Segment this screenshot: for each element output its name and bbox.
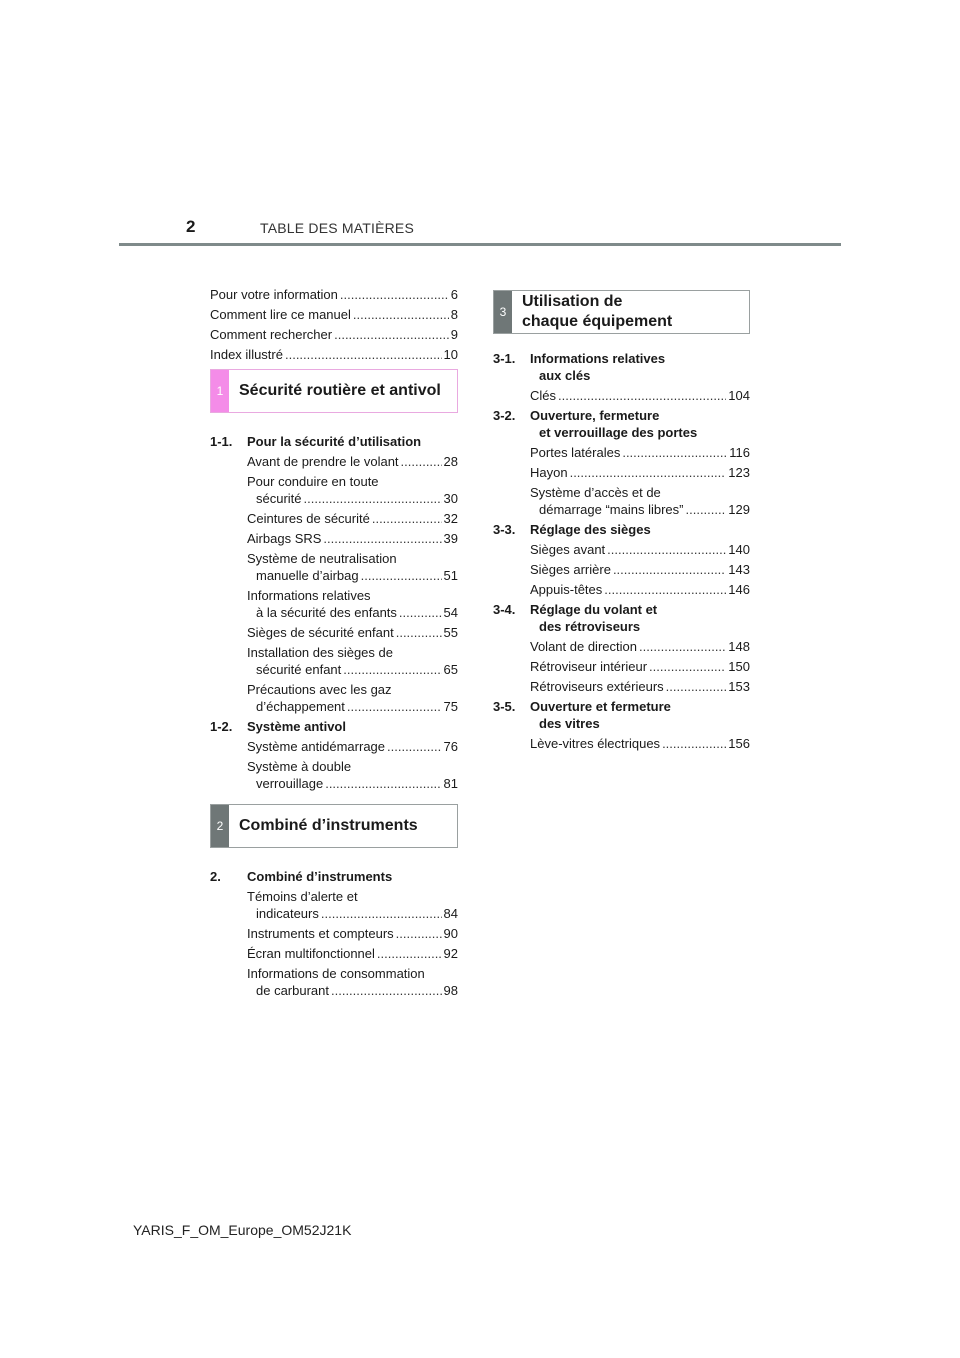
toc-entry[interactable] [247,624,458,641]
leader-dots [361,567,442,584]
leader-dots [558,387,726,404]
toc-entry-label: Écran multifonctionnel [247,946,375,961]
leader-dots [666,678,727,695]
chapter-title: Combiné d’instruments [247,869,393,884]
chapter-heading[interactable] [493,521,750,538]
toc-entry-label: Rétroviseurs extérieurs [530,679,664,694]
toc-entry-label-continued: verrouillage [256,776,324,791]
toc-entry[interactable] [530,581,750,598]
section-title [229,370,441,412]
toc-entry[interactable] [530,658,750,675]
leader-dots [607,541,726,558]
toc-entry-label-continued: à la sécurité des enfants [256,605,397,620]
front-matter-list [210,286,458,363]
chapter-title-continued: et verrouillage des portes [539,425,698,440]
header-divider [119,243,841,246]
toc-entry-page: 150 [728,659,750,674]
chapter-title: Ouverture et fermeture [530,699,671,714]
leader-dots [340,286,449,303]
toc-entry-page: 10 [443,347,458,362]
toc-entry-label: Comment rechercher [210,327,333,342]
toc-entry-page: 148 [728,639,750,654]
toc-entry[interactable] [247,681,458,715]
section-title-line1: Utilisation de [522,293,623,310]
toc-entry-label: Rétroviseur intérieur [530,659,648,674]
chapter-title-continued: aux clés [539,368,591,383]
toc-entry-label: Instruments et compteurs [247,926,394,941]
toc-entry-label: Ceintures de sécurité [247,511,370,526]
toc-entry-page: 116 [729,445,750,460]
toc-entry-page: 54 [443,605,458,620]
toc-entry-label: Hayon [530,465,568,480]
toc-entry-label: Portes latérales [530,445,621,460]
document-code: YARIS_F_OM_Europe_OM52J21K [133,1222,352,1238]
toc-entry-label: Avant de prendre le volant [247,454,399,469]
toc-entry-page: 156 [728,736,750,751]
chapter-number: 3-1. [493,351,516,366]
leader-dots [639,638,726,655]
chapter-title: Pour la sécurité d’utilisation [247,434,422,449]
leader-dots [396,624,442,641]
toc-entry[interactable] [530,387,750,404]
toc-entry-label: Pour conduire en toute [247,474,379,489]
toc-entry[interactable] [530,484,750,518]
leader-dots [347,698,442,715]
page-number: 2 [186,217,196,236]
toc-entry-page: 51 [443,568,458,583]
toc-entry[interactable] [247,550,458,584]
chapter-title: Réglage du volant et [530,602,658,617]
toc-entry-page: 123 [728,465,750,480]
toc-entry[interactable] [530,735,750,752]
toc-entry-label: Système antidémarrage [247,739,386,754]
section-tab-number: 1 [211,370,229,412]
toc-entry-page: 30 [443,491,458,506]
section-header-2[interactable] [210,804,458,848]
toc-entry[interactable] [210,326,458,343]
chapter-heading[interactable] [493,407,750,441]
leader-dots [323,530,441,547]
toc-entry-page: 84 [443,906,458,921]
toc-entry[interactable] [530,464,750,481]
toc-entry-label: Lève-vitres électriques [530,736,661,751]
toc-entry[interactable] [247,587,458,621]
chapter-title: Réglage des sièges [530,522,651,537]
chapter-number: 1-2. [210,719,233,734]
section-tab-number: 2 [211,805,229,847]
toc-entry[interactable] [210,306,458,323]
toc-entry-page: 98 [443,983,458,998]
toc-entry-label: Système de neutralisation [247,551,397,566]
leader-dots [387,738,442,755]
toc-entry-label-continued: de carburant [256,983,329,998]
section-header-3[interactable] [493,290,750,334]
toc-entry-label: Comment lire ce manuel [210,307,351,322]
toc-entry[interactable] [247,530,458,547]
leader-dots [377,945,442,962]
leader-dots [396,925,442,942]
leader-dots [372,510,442,527]
toc-entry[interactable] [247,473,458,507]
chapter-heading[interactable] [210,433,458,450]
page-title: TABLE DES MATIÈRES [260,220,415,236]
leader-dots [604,581,726,598]
leader-dots [686,501,727,518]
leader-dots [353,306,449,323]
chapter-heading[interactable] [493,350,750,384]
toc-entry-label: Informations relatives [247,588,371,603]
toc-entry-page: 8 [450,307,458,322]
chapter-title: Système antivol [247,719,346,734]
toc-entry[interactable] [247,738,458,755]
toc-entry-page: 129 [728,502,750,517]
chapter-title-continued: des vitres [539,716,600,731]
chapter-number: 3-2. [493,408,516,423]
section-title-line2: chaque équipement [522,313,673,330]
leader-dots [331,982,442,999]
chapter-title: Informations relatives [530,351,666,366]
leader-dots [343,661,441,678]
toc-entry[interactable] [530,561,750,578]
leader-dots [613,561,726,578]
toc-entry-label: Informations de consommation [247,966,425,981]
toc-entry-label: Airbags SRS [247,531,322,546]
toc-entry-page: 104 [728,388,750,403]
toc-entry-page: 140 [728,542,750,557]
toc-entry[interactable] [247,945,458,962]
chapter-number: 3-5. [493,699,516,714]
toc-entry-label: Sièges de sécurité enfant [247,625,394,640]
toc-entry[interactable] [530,638,750,655]
toc-entry-label: Pour votre information [210,287,338,302]
toc-entry-label: Index illustré [210,347,283,362]
toc-entry[interactable] [210,346,458,363]
toc-entry[interactable] [247,888,458,922]
toc-entry-page: 55 [443,625,458,640]
toc-entry[interactable] [247,453,458,470]
leader-dots [334,326,449,343]
toc-entry-page: 39 [443,531,458,546]
toc-entry[interactable] [247,925,458,942]
chapter-number: 3-3. [493,522,516,537]
section-title-text: Combiné d’instruments [239,817,418,834]
toc-entry-label: Système d’accès et de [530,485,661,500]
toc-entry-label-continued: d’échappement [256,699,345,714]
toc-entry-page: 92 [443,946,458,961]
toc-entry-label: Sièges arrière [530,562,611,577]
section-title-text: Sécurité routière et antivol [239,382,441,399]
toc-entry-label: Installation des sièges de [247,645,393,660]
toc-right-column [493,290,750,755]
chapter-heading[interactable] [210,868,458,885]
toc-entry[interactable] [247,758,458,792]
chapter-number: 3-4. [493,602,516,617]
toc-entry[interactable] [247,965,458,999]
toc-entry-label: Appuis-têtes [530,582,603,597]
toc-entry-label: Clés [530,388,557,403]
toc-entry-label-continued: manuelle d’airbag [256,568,359,583]
leader-dots [622,444,727,461]
leader-dots [321,905,442,922]
toc-entry[interactable] [247,644,458,678]
toc-entry-label: Sièges avant [530,542,606,557]
toc-entry-label: Témoins d’alerte et [247,889,358,904]
toc-entry-page: 76 [443,739,458,754]
chapter-number: 1-1. [210,434,233,449]
toc-entry[interactable] [210,286,458,303]
section-tab-number: 3 [494,291,512,333]
toc-entry-label-continued: sécurité [256,491,302,506]
chapter-heading[interactable] [493,601,750,635]
toc-entry-page: 153 [728,679,750,694]
toc-entry-label: Précautions avec les gaz [247,682,392,697]
chapter-number: 2. [210,869,221,884]
toc-entry[interactable] [530,541,750,558]
leader-dots [399,604,442,621]
toc-entry-page: 81 [443,776,458,791]
toc-entry[interactable] [530,444,750,461]
toc-left-column [210,286,458,1002]
toc-entry-page: 90 [443,926,458,941]
toc-entry-page: 9 [450,327,458,342]
leader-dots [325,775,441,792]
toc-entry[interactable] [247,510,458,527]
toc-entry-label-continued: indicateurs [256,906,319,921]
toc-entry-page: 6 [450,287,458,302]
leader-dots [304,490,442,507]
toc-entry-page: 28 [443,454,458,469]
section-title [512,291,672,333]
chapter-title-continued: des rétroviseurs [539,619,641,634]
toc-entry-page: 65 [443,662,458,677]
leader-dots [570,464,727,481]
toc-entry-page: 75 [443,699,458,714]
leader-dots [649,658,726,675]
toc-entry-label-continued: sécurité enfant [256,662,342,677]
section-header-1[interactable] [210,369,458,413]
leader-dots [285,346,442,363]
chapter-heading[interactable] [493,698,750,732]
toc-entry-page: 143 [728,562,750,577]
toc-entry-page: 32 [443,511,458,526]
leader-dots [662,735,726,752]
chapter-heading[interactable] [210,718,458,735]
section-title [229,805,418,847]
toc-entry[interactable] [530,678,750,695]
toc-entry-label: Système à double [247,759,352,774]
chapter-title: Ouverture, fermeture [530,408,660,423]
toc-entry-label: Volant de direction [530,639,637,654]
toc-entry-page: 146 [728,582,750,597]
toc-entry-label-continued: démarrage “mains libres” [539,502,684,517]
leader-dots [401,453,442,470]
